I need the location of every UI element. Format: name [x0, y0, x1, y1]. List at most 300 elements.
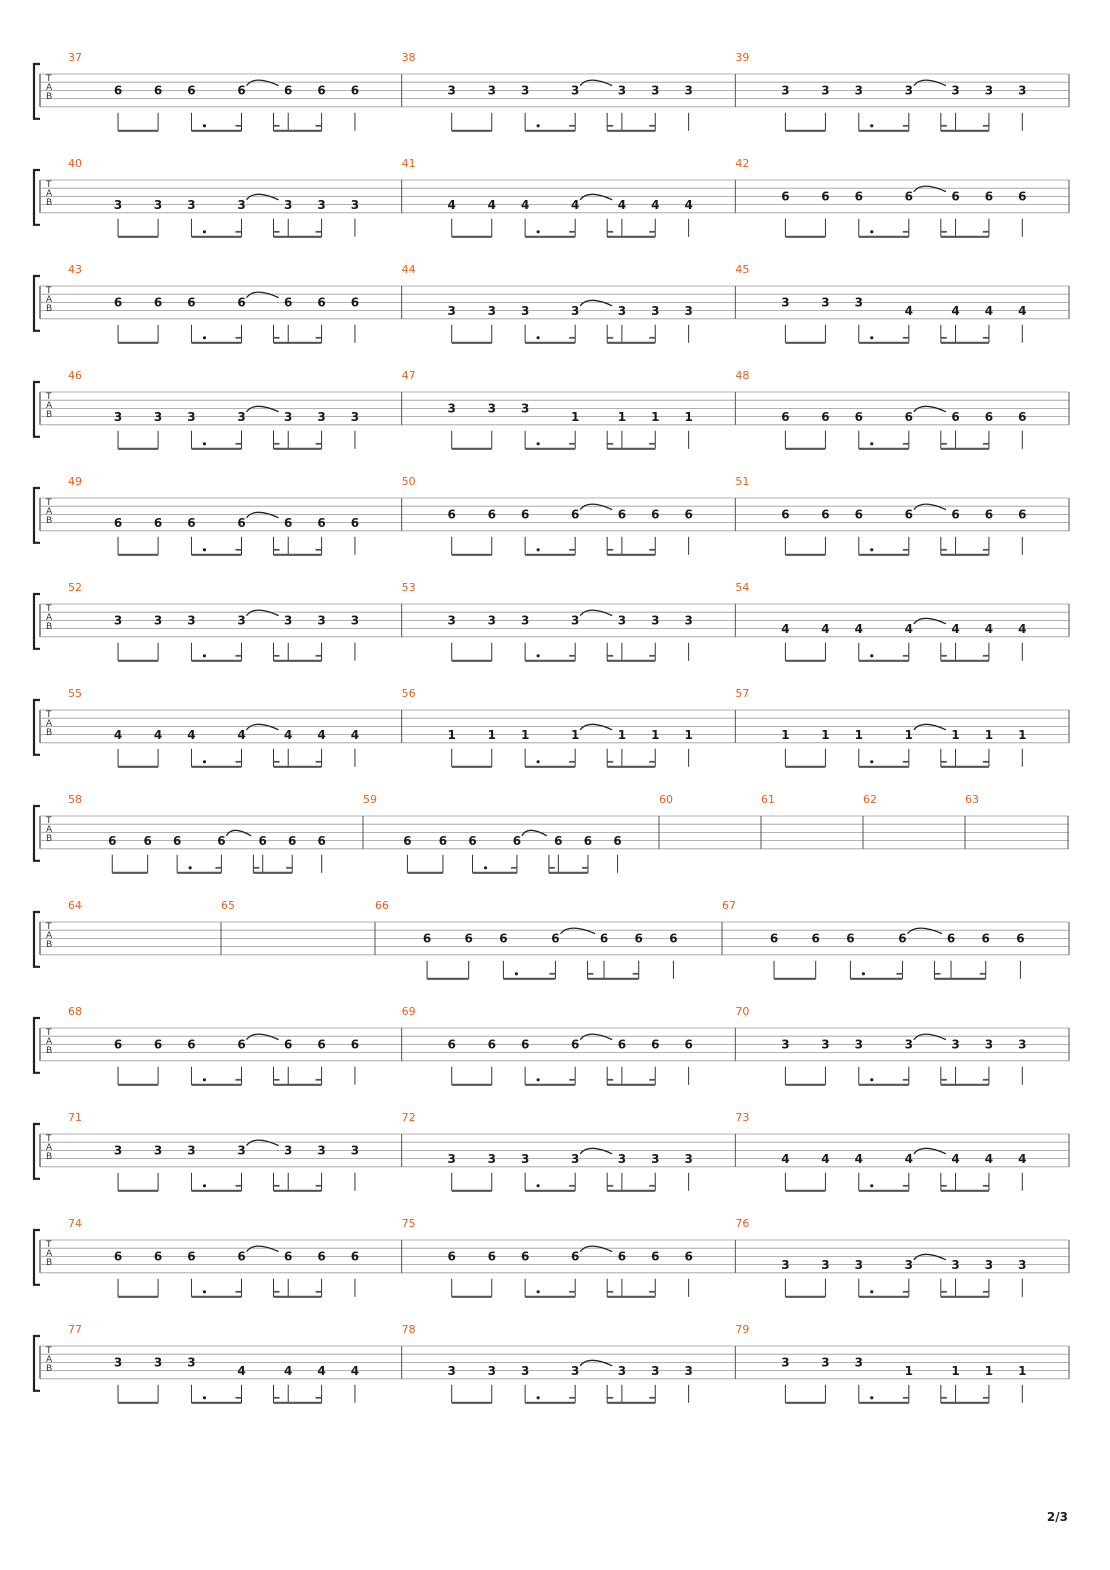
- dot: [870, 1184, 873, 1187]
- fret-number: 3: [187, 409, 196, 424]
- fret-number: 3: [984, 1257, 994, 1272]
- tab-clef-letter: T: [46, 1028, 52, 1038]
- fret-number: 3: [237, 409, 246, 424]
- fret-number: 6: [487, 1037, 496, 1052]
- fret-number: 4: [187, 727, 196, 742]
- fret-number: 3: [617, 613, 627, 628]
- fret-number: 6: [984, 409, 994, 424]
- tab-clef-letter: T: [46, 498, 52, 508]
- fret-number: 4: [984, 1151, 994, 1166]
- tab-clef-letter: A: [46, 401, 53, 411]
- fret-number: 4: [821, 621, 830, 636]
- fret-number: 6: [350, 1037, 360, 1052]
- fret-number: 6: [317, 83, 326, 98]
- tie-arc: [914, 1034, 946, 1040]
- fret-number: 6: [113, 1037, 123, 1052]
- fret-number: 6: [172, 833, 182, 848]
- measure-number: 76: [735, 1217, 750, 1230]
- measure-number: 45: [735, 263, 750, 276]
- dot: [203, 760, 206, 763]
- tab-clef-letter: B: [46, 728, 53, 738]
- measure-number: 53: [401, 581, 416, 594]
- fret-number: 3: [951, 1257, 960, 1272]
- tie-arc: [914, 1148, 946, 1154]
- fret-number: 6: [769, 931, 779, 946]
- fret-number: 6: [284, 295, 293, 310]
- fret-number: 4: [350, 1363, 360, 1378]
- system-bracket: [34, 64, 40, 119]
- tab-clef-letter: B: [46, 622, 53, 632]
- tab-clef-letter: B: [46, 410, 53, 420]
- fret-number: 6: [187, 515, 196, 530]
- fret-number: 6: [821, 189, 830, 204]
- fret-number: 6: [438, 833, 448, 848]
- fret-number: 3: [821, 83, 830, 98]
- measure-number: 46: [68, 369, 82, 382]
- fret-number: 6: [551, 931, 560, 946]
- system-bracket: [34, 700, 40, 755]
- fret-number: 6: [113, 83, 123, 98]
- fret-number: 6: [350, 515, 360, 530]
- fret-number: 4: [854, 621, 863, 636]
- tie-arc: [247, 1140, 279, 1146]
- fret-number: 3: [317, 1143, 326, 1158]
- fret-number: 3: [684, 83, 693, 98]
- fret-number: 1: [904, 727, 914, 742]
- measure-number: 78: [401, 1323, 416, 1336]
- fret-number: 6: [350, 83, 360, 98]
- fret-number: 6: [951, 507, 960, 522]
- fret-number: 6: [613, 833, 622, 848]
- fret-number: 4: [570, 197, 580, 212]
- tab-clef-letter: A: [46, 1355, 53, 1365]
- fret-number: 6: [499, 931, 508, 946]
- fret-number: 1: [821, 727, 830, 742]
- fret-number: 6: [781, 409, 790, 424]
- fret-number: 3: [113, 197, 123, 212]
- fret-number: 6: [599, 931, 609, 946]
- fret-number: 6: [1018, 409, 1027, 424]
- tab-clef-letter: A: [46, 189, 53, 199]
- system-bracket: [34, 1230, 40, 1285]
- measure-number: 57: [735, 687, 750, 700]
- dot: [203, 1184, 206, 1187]
- fret-number: 4: [1018, 303, 1027, 318]
- measure-number: 49: [68, 475, 82, 488]
- tie-arc: [914, 504, 946, 510]
- tie-arc: [580, 300, 612, 306]
- fret-number: 6: [520, 1249, 530, 1264]
- tie-arc: [580, 1148, 612, 1154]
- fret-number: 6: [1018, 507, 1027, 522]
- fret-number: 3: [187, 197, 196, 212]
- fret-number: 1: [447, 727, 456, 742]
- fret-number: 4: [821, 1151, 830, 1166]
- tie-arc: [914, 618, 946, 624]
- tab-clef-letter: A: [46, 613, 53, 623]
- tie-arc: [580, 504, 612, 510]
- fret-number: 3: [651, 1151, 660, 1166]
- fret-number: 3: [617, 303, 627, 318]
- fret-number: 3: [951, 83, 960, 98]
- fret-number: 4: [951, 1151, 960, 1166]
- fret-number: 3: [317, 197, 326, 212]
- fret-number: 3: [153, 1143, 163, 1158]
- fret-number: 3: [854, 295, 863, 310]
- fret-number: 6: [258, 833, 267, 848]
- fret-number: 1: [684, 727, 693, 742]
- fret-number: 4: [1018, 621, 1027, 636]
- fret-number: 6: [946, 931, 956, 946]
- measure-number: 59: [363, 793, 377, 806]
- measure-number: 51: [735, 475, 750, 488]
- measure-number: 40: [68, 157, 82, 170]
- fret-number: 6: [153, 515, 163, 530]
- fret-number: 3: [153, 613, 163, 628]
- fret-number: 3: [284, 613, 293, 628]
- fret-number: 6: [487, 507, 496, 522]
- dot: [537, 442, 540, 445]
- dot: [203, 548, 206, 551]
- tab-clef-letter: T: [46, 710, 52, 720]
- measure-number: 73: [735, 1111, 750, 1124]
- fret-number: 3: [187, 1355, 196, 1370]
- fret-number: 6: [468, 833, 477, 848]
- system-bracket: [34, 488, 40, 543]
- fret-number: 3: [570, 1363, 580, 1378]
- system-bracket: [34, 382, 40, 437]
- tab-clef-letter: B: [46, 198, 53, 208]
- fret-number: 6: [237, 515, 246, 530]
- fret-number: 4: [113, 727, 123, 742]
- fret-number: 3: [447, 401, 456, 416]
- fret-number: 6: [187, 1249, 196, 1264]
- dot: [537, 1078, 540, 1081]
- fret-number: 4: [487, 197, 496, 212]
- fret-number: 4: [350, 727, 360, 742]
- fret-number: 1: [617, 409, 627, 424]
- fret-number: 6: [669, 931, 678, 946]
- fret-number: 6: [403, 833, 412, 848]
- fret-number: 3: [113, 1143, 123, 1158]
- fret-number: 6: [464, 931, 473, 946]
- fret-number: 3: [951, 1037, 960, 1052]
- tie-arc: [580, 1360, 612, 1366]
- fret-number: 4: [317, 1363, 326, 1378]
- fret-number: 3: [984, 1037, 994, 1052]
- fret-number: 3: [651, 613, 660, 628]
- tab-clef-letter: B: [46, 940, 53, 950]
- fret-number: 6: [854, 507, 863, 522]
- measure-number: 54: [735, 581, 750, 594]
- fret-number: 3: [854, 83, 863, 98]
- fret-number: 6: [350, 295, 360, 310]
- fret-number: 6: [187, 83, 196, 98]
- tie-arc: [580, 80, 612, 86]
- fret-number: 6: [108, 833, 117, 848]
- dot: [203, 1290, 206, 1293]
- fret-number: 3: [317, 409, 326, 424]
- tie-arc: [247, 724, 279, 730]
- fret-number: 6: [951, 189, 960, 204]
- fret-number: 3: [570, 1151, 580, 1166]
- fret-number: 3: [284, 197, 293, 212]
- fret-number: 6: [854, 409, 863, 424]
- fret-number: 6: [651, 1037, 660, 1052]
- fret-number: 4: [284, 1363, 293, 1378]
- fret-number: 3: [487, 303, 496, 318]
- fret-number: 6: [520, 507, 530, 522]
- fret-number: 6: [317, 1249, 326, 1264]
- tab-clef-letter: T: [46, 1134, 52, 1144]
- fret-number: 4: [447, 197, 456, 212]
- fret-number: 3: [350, 409, 360, 424]
- fret-number: 3: [854, 1355, 863, 1370]
- fret-number: 6: [447, 1249, 456, 1264]
- measure-number: 67: [722, 899, 736, 912]
- fret-number: 1: [570, 409, 580, 424]
- fret-number: 3: [350, 197, 360, 212]
- fret-number: 6: [512, 833, 522, 848]
- tab-clef-letter: T: [46, 180, 52, 190]
- fret-number: 6: [187, 1037, 196, 1052]
- fret-number: 6: [617, 1249, 627, 1264]
- fret-number: 6: [583, 833, 593, 848]
- dot: [870, 442, 873, 445]
- fret-number: 3: [487, 401, 496, 416]
- measure-number: 79: [735, 1323, 750, 1336]
- fret-number: 3: [1018, 83, 1027, 98]
- fret-number: 6: [284, 1037, 293, 1052]
- tie-arc: [580, 1034, 612, 1040]
- measure-number: 47: [401, 369, 416, 382]
- fret-number: 4: [237, 1363, 246, 1378]
- fret-number: 3: [284, 409, 293, 424]
- fret-number: 1: [854, 727, 863, 742]
- measure-number: 50: [401, 475, 416, 488]
- dot: [537, 654, 540, 657]
- tab-clef-letter: A: [46, 1143, 53, 1153]
- measure-number: 75: [401, 1217, 416, 1230]
- dot: [484, 866, 487, 869]
- fret-number: 3: [821, 1355, 830, 1370]
- tie-arc: [580, 194, 612, 200]
- measure-number: 55: [68, 687, 82, 700]
- fret-number: 3: [113, 1355, 123, 1370]
- tab-clef-letter: A: [46, 719, 53, 729]
- fret-number: 3: [447, 1363, 456, 1378]
- fret-number: 3: [821, 1037, 830, 1052]
- fret-number: 3: [904, 83, 914, 98]
- measure-number: 65: [221, 899, 235, 912]
- dot: [537, 1396, 540, 1399]
- dot: [203, 124, 206, 127]
- tie-arc: [560, 928, 595, 934]
- measure-number: 60: [659, 793, 673, 806]
- measure-number: 69: [401, 1005, 416, 1018]
- fret-number: 1: [617, 727, 627, 742]
- tie-arc: [247, 610, 279, 616]
- fret-number: 3: [113, 613, 123, 628]
- fret-number: 6: [1016, 931, 1025, 946]
- fret-number: 3: [447, 83, 456, 98]
- fret-number: 3: [153, 409, 163, 424]
- fret-number: 6: [554, 833, 563, 848]
- fret-number: 6: [422, 931, 432, 946]
- fret-number: 6: [684, 507, 693, 522]
- fret-number: 6: [113, 515, 123, 530]
- measure-number: 41: [401, 157, 416, 170]
- fret-number: 6: [898, 931, 907, 946]
- tab-clef-letter: B: [46, 1046, 53, 1056]
- system-bracket: [34, 1018, 40, 1073]
- tab-clef-letter: A: [46, 507, 53, 517]
- fret-number: 3: [447, 303, 456, 318]
- fret-number: 6: [520, 1037, 530, 1052]
- tab-clef-letter: T: [46, 922, 52, 932]
- fret-number: 6: [153, 1249, 163, 1264]
- fret-number: 3: [520, 613, 530, 628]
- measure-number: 62: [863, 793, 877, 806]
- fret-number: 3: [617, 1151, 627, 1166]
- tab-clef-letter: B: [46, 516, 53, 526]
- fret-number: 1: [951, 727, 960, 742]
- dot: [870, 124, 873, 127]
- fret-number: 6: [846, 931, 855, 946]
- tab-clef-letter: T: [46, 392, 52, 402]
- tab-clef-letter: T: [46, 1240, 52, 1250]
- fret-number: 6: [684, 1249, 693, 1264]
- system-bracket: [34, 170, 40, 225]
- dot: [203, 1078, 206, 1081]
- dot: [537, 760, 540, 763]
- fret-number: 3: [617, 83, 627, 98]
- dot: [203, 230, 206, 233]
- fret-number: 6: [317, 833, 326, 848]
- dot: [870, 336, 873, 339]
- fret-number: 4: [317, 727, 326, 742]
- fret-number: 6: [284, 1249, 293, 1264]
- tie-arc: [914, 186, 946, 192]
- tie-arc: [522, 830, 547, 836]
- tab-clef-letter: A: [46, 1037, 53, 1047]
- fret-number: 3: [821, 1257, 830, 1272]
- tab-clef-letter: T: [46, 1346, 52, 1356]
- fret-number: 3: [237, 1143, 246, 1158]
- fret-number: 1: [487, 727, 496, 742]
- fret-number: 6: [237, 1249, 246, 1264]
- fret-number: 3: [684, 1151, 693, 1166]
- fret-number: 6: [984, 507, 994, 522]
- measure-number: 58: [68, 793, 82, 806]
- fret-number: 6: [237, 1037, 246, 1052]
- dot: [537, 1290, 540, 1293]
- system-bracket: [34, 276, 40, 331]
- fret-number: 4: [153, 727, 163, 742]
- measure-number: 71: [68, 1111, 82, 1124]
- measure-number: 72: [401, 1111, 416, 1124]
- measure-number: 56: [401, 687, 416, 700]
- tab-clef-letter: B: [46, 834, 53, 844]
- fret-number: 4: [781, 621, 790, 636]
- fret-number: 1: [781, 727, 790, 742]
- tab-clef-letter: A: [46, 825, 53, 835]
- fret-number: 1: [651, 409, 660, 424]
- tab-clef-letter: T: [46, 286, 52, 296]
- dot: [870, 1396, 873, 1399]
- fret-number: 1: [1018, 1363, 1027, 1378]
- fret-number: 4: [1018, 1151, 1027, 1166]
- tab-clef-letter: B: [46, 92, 53, 102]
- fret-number: 3: [187, 1143, 196, 1158]
- fret-number: 3: [187, 613, 196, 628]
- dot: [870, 654, 873, 657]
- fret-number: 6: [317, 515, 326, 530]
- measure-number: 70: [735, 1005, 750, 1018]
- fret-number: 1: [570, 727, 580, 742]
- fret-number: 6: [143, 833, 152, 848]
- fret-number: 3: [1018, 1037, 1027, 1052]
- fret-number: 3: [520, 401, 530, 416]
- fret-number: 4: [951, 303, 960, 318]
- tab-clef-letter: T: [46, 604, 52, 614]
- tie-arc: [247, 406, 279, 412]
- tie-arc: [580, 610, 612, 616]
- system-bracket: [34, 1336, 40, 1391]
- fret-number: 3: [487, 613, 496, 628]
- measure-number: 39: [735, 51, 750, 64]
- measure-number: 64: [68, 899, 82, 912]
- tab-clef-letter: B: [46, 1364, 53, 1374]
- fret-number: 6: [187, 295, 196, 310]
- fret-number: 3: [317, 613, 326, 628]
- fret-number: 1: [1018, 727, 1027, 742]
- fret-number: 6: [288, 833, 297, 848]
- fret-number: 3: [487, 1363, 496, 1378]
- measure-number: 43: [68, 263, 82, 276]
- fret-number: 6: [113, 295, 123, 310]
- fret-number: 4: [651, 197, 660, 212]
- fret-number: 6: [821, 507, 830, 522]
- measure-number: 61: [761, 793, 775, 806]
- fret-number: 6: [951, 409, 960, 424]
- measure-number: 44: [401, 263, 416, 276]
- fret-number: 4: [854, 1151, 863, 1166]
- tie-arc: [226, 830, 251, 836]
- fret-number: 4: [951, 621, 960, 636]
- fret-number: 4: [684, 197, 693, 212]
- fret-number: 4: [617, 197, 627, 212]
- fret-number: 3: [1018, 1257, 1027, 1272]
- dot: [203, 654, 206, 657]
- fret-number: 3: [651, 303, 660, 318]
- fret-number: 4: [984, 621, 994, 636]
- fret-number: 6: [570, 1249, 580, 1264]
- fret-number: 6: [217, 833, 226, 848]
- fret-number: 3: [651, 83, 660, 98]
- fret-number: 6: [781, 189, 790, 204]
- fret-number: 3: [904, 1257, 914, 1272]
- tie-arc: [247, 1034, 279, 1040]
- fret-number: 6: [350, 1249, 360, 1264]
- fret-number: 3: [684, 613, 693, 628]
- fret-number: 6: [981, 931, 990, 946]
- fret-number: 6: [153, 83, 163, 98]
- measure-number: 74: [68, 1217, 82, 1230]
- fret-number: 3: [781, 295, 790, 310]
- tie-arc: [914, 1254, 946, 1260]
- dot: [537, 336, 540, 339]
